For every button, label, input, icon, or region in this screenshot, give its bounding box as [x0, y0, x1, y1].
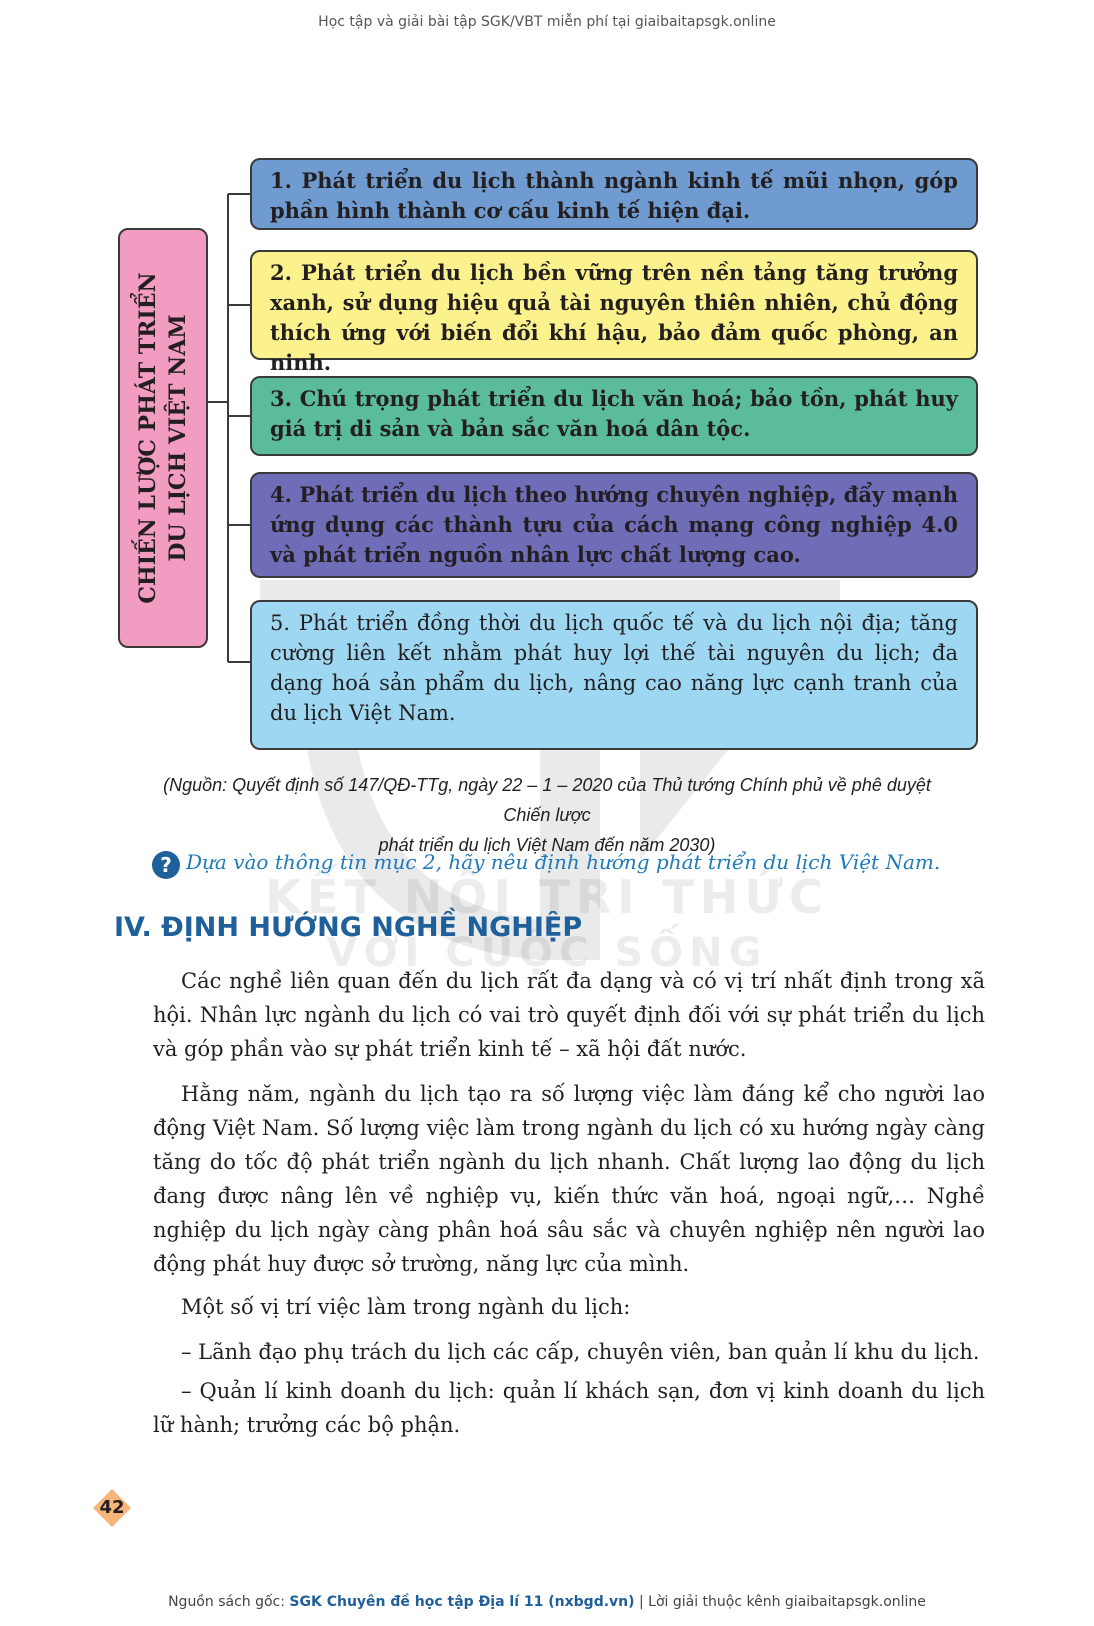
footer-book-link[interactable]: SGK Chuyên đề học tập Địa lí 11 (nxbgd.vn)	[289, 1594, 635, 1610]
watermark-text-2: VỚI CUỘC SỐNG	[326, 930, 768, 976]
job-item-2: – Quản lí kinh doanh du lịch: quản lí khách sạn, đơn vị kinh doanh du lịch lữ hành; trưởng các bộ phận.	[153, 1379, 985, 1437]
diagram-source-caption	[150, 770, 944, 860]
paragraph-2: Hằng năm, ngành du lịch tạo ra số lượng việc làm đáng kể cho người lao động Việt Nam. Số lượng việc làm trong ngành du lịch có xu hướng ngày càng tăng do tốc độ phát triển ngành du lịch nhanh. Chất lượng lao động du lịch đang được nâng lên về nghiệp vụ, kiến thức văn hoá, ngoại ngữ,… Nghề nghiệp du lịch ngày càng phân hoá sâu sắc và chuyên nghiệp nên người lao động phát huy được sở trường, năng lực của mình.	[153, 1082, 985, 1276]
strategy-root-label	[133, 272, 193, 603]
paragraph-1: Các nghề liên quan đến du lịch rất đa dạng và có vị trí nhất định trong xã hội. Nhân lực ngành du lịch có vai trò quyết định đối với sự phát triển du lịch và góp phần vào sự phát triển kinh tế – xã hội đất nước.	[153, 969, 985, 1061]
page-number: 42	[99, 1497, 125, 1518]
strategy-item-1: 1. Phát triển du lịch thành ngành kinh tế mũi nhọn, góp phần hình thành cơ cấu kinh tế hiện đại.	[250, 158, 978, 230]
question-prompt	[152, 850, 992, 879]
source-line-2: phát triển du lịch Việt Nam đến năm 2030)	[378, 835, 716, 855]
strategy-item-4: 4. Phát triển du lịch theo hướng chuyên nghiệp, đẩy mạnh ứng dụng các thành tựu của cách mạng công nghiệp 4.0 và phát triển nguồn nhân lực chất lượng cao.	[250, 472, 978, 578]
footer-source	[0, 1594, 1094, 1610]
strategy-item-3: 3. Chú trọng phát triển du lịch văn hoá; bảo tồn, phát huy giá trị di sản và bản sắc văn hoá dân tộc.	[250, 376, 978, 456]
section-heading: IV. ĐỊNH HƯỚNG NGHỀ NGHIỆP	[114, 912, 583, 943]
strategy-root-box	[118, 228, 208, 648]
root-label-line1: CHIẾN LƯỢC PHÁT TRIỂN	[135, 272, 161, 604]
footer-suffix: | Lời giải thuộc kênh giaibaitapsgk.online	[634, 1594, 926, 1610]
footer-prefix: Nguồn sách gốc:	[168, 1594, 290, 1610]
strategy-item-5: 5. Phát triển đồng thời du lịch quốc tế và du lịch nội địa; tăng cường liên kết nhằm phát huy lợi thế tài nguyên du lịch; đa dạng hoá sản phẩm du lịch, nâng cao năng lực cạnh tranh của du lịch Việt Nam.	[250, 600, 978, 750]
source-line-1: (Nguồn: Quyết định số 147/QĐ-TTg, ngày 22 – 1 – 2020 của Thủ tướng Chính phủ về phê duyệt Chiến lược	[163, 775, 931, 825]
question-text: Dựa vào thông tin mục 2, hãy nêu định hướng phát triển du lịch Việt Nam.	[186, 850, 941, 874]
paragraph-3: Một số vị trí việc làm trong ngành du lịch:	[181, 1295, 631, 1319]
top-site-note: Học tập và giải bài tập SGK/VBT miễn phí tại giaibaitapsgk.online	[318, 14, 776, 30]
watermark-text-1: KẾT NỐI TRI THỨC	[265, 870, 829, 924]
job-item-1: – Lãnh đạo phụ trách du lịch các cấp, chuyên viên, ban quản lí khu du lịch.	[181, 1340, 980, 1364]
root-label-line2: DU LỊCH VIỆT NAM	[165, 314, 191, 562]
question-icon: ?	[152, 851, 180, 879]
strategy-item-2: 2. Phát triển du lịch bền vững trên nền tảng tăng trưởng xanh, sử dụng hiệu quả tài nguyên thiên nhiên, chủ động thích ứng với biến đổi khí hậu, bảo đảm quốc phòng, an ninh.	[250, 250, 978, 360]
